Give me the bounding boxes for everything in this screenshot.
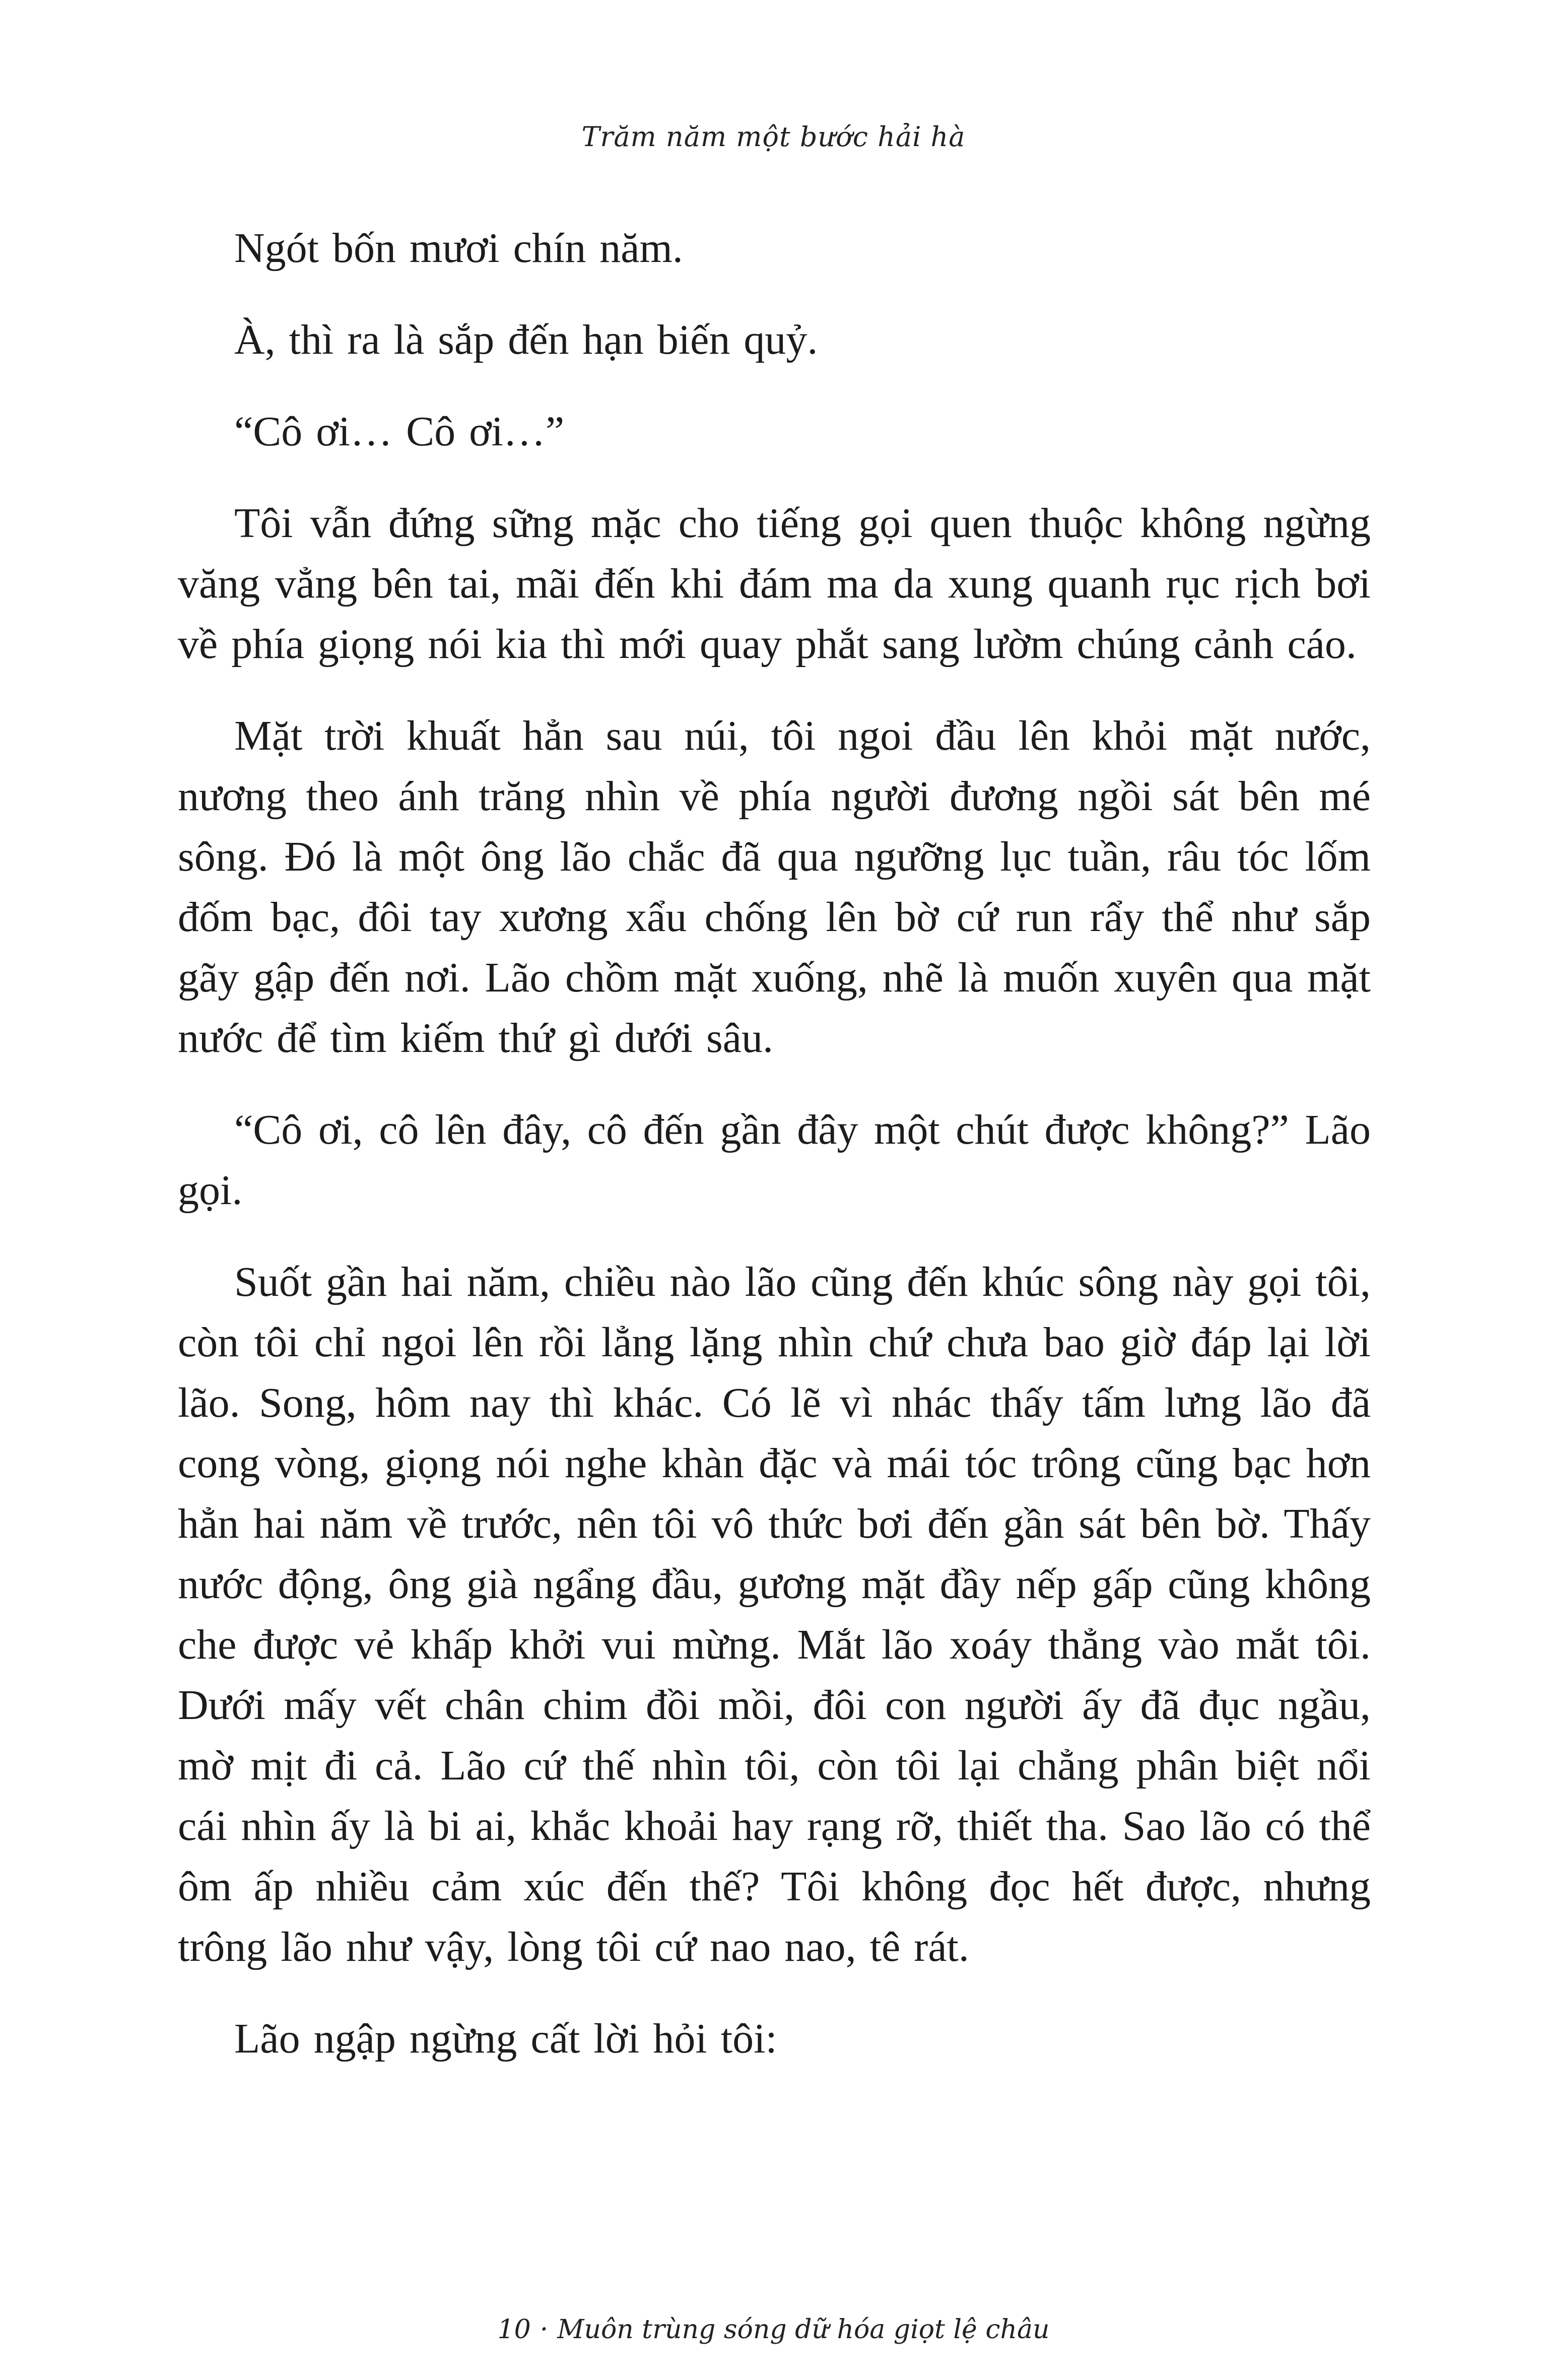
- paragraph-2: À, thì ra là sắp đến hạn biến quỷ.: [234, 316, 818, 363]
- paragraph-3: “Cô ơi… Cô ơi…”: [234, 408, 565, 455]
- page-number: 10: [497, 2315, 531, 2345]
- running-header: Trăm năm một bước hải hà: [581, 121, 966, 153]
- footer-separator: ·: [540, 2315, 549, 2345]
- footer-book-title: Muôn trùng sóng dữ hóa giọt lệ châu: [557, 2315, 1050, 2345]
- paragraph-4: Tôi vẫn đứng sững mặc cho tiếng gọi quen thuộc không ngừng văng vẳng bên tai, mãi đến khi đám ma da xung quanh rục rịch bơi về phía giọng nói kia thì mới quay phắt sang lườm chúng cảnh cáo.: [178, 500, 1371, 668]
- paragraph-8: Lão ngập ngừng cất lời hỏi tôi:: [234, 2015, 777, 2062]
- paragraph-5: Mặt trời khuất hẳn sau núi, tôi ngoi đầu lên khỏi mặt nước, nương theo ánh trăng nhìn về phía người đương ngồi sát bên mé sông. Đó là một ông lão chắc đã qua ngưỡng lục tuần, râu tóc lốm đốm bạc, đôi tay xương xẩu chống lên bờ cứ run rẩy thể như sắp gãy gập đến nơi. Lão chồm mặt xuống, nhẽ là muốn xuyên qua mặt nước để tìm kiếm thứ gì dưới sâu.: [178, 712, 1371, 1062]
- paragraph-1: Ngót bốn mươi chín năm.: [234, 225, 683, 272]
- page-body: [178, 218, 1371, 2069]
- page-footer: [0, 2315, 1547, 2345]
- paragraph-6: “Cô ơi, cô lên đây, cô đến gần đây một chút được không?” Lão gọi.: [178, 1106, 1371, 1214]
- paragraph-7: Suốt gần hai năm, chiều nào lão cũng đến khúc sông này gọi tôi, còn tôi chỉ ngoi lên rồi lẳng lặng nhìn chứ chưa bao giờ đáp lại lời lão. Song, hôm nay thì khác. Có lẽ vì nhác thấy tấm lưng lão đã cong vòng, giọng nói nghe khàn đặc và mái tóc trông cũng bạc hơn hẳn hai năm về trước, nên tôi vô thức bơi đến gần sát bên bờ. Thấy nước động, ông già ngẩng đầu, gương mặt đầy nếp gấp cũng không che được vẻ khấp khởi vui mừng. Mắt lão xoáy thẳng vào mắt tôi. Dưới mấy vết chân chim đồi mồi, đôi con người ấy đã đục ngầu, mờ mịt đi cả. Lão cứ thế nhìn tôi, còn tôi lại chẳng phân biệt nổi cái nhìn ấy là bi ai, khắc khoải hay rạng rỡ, thiết tha. Sao lão có thể ôm ấp nhiều cảm xúc đến thế? Tôi không đọc hết được, nhưng trông lão như vậy, lòng tôi cứ nao nao, tê rát.: [178, 1259, 1371, 1970]
